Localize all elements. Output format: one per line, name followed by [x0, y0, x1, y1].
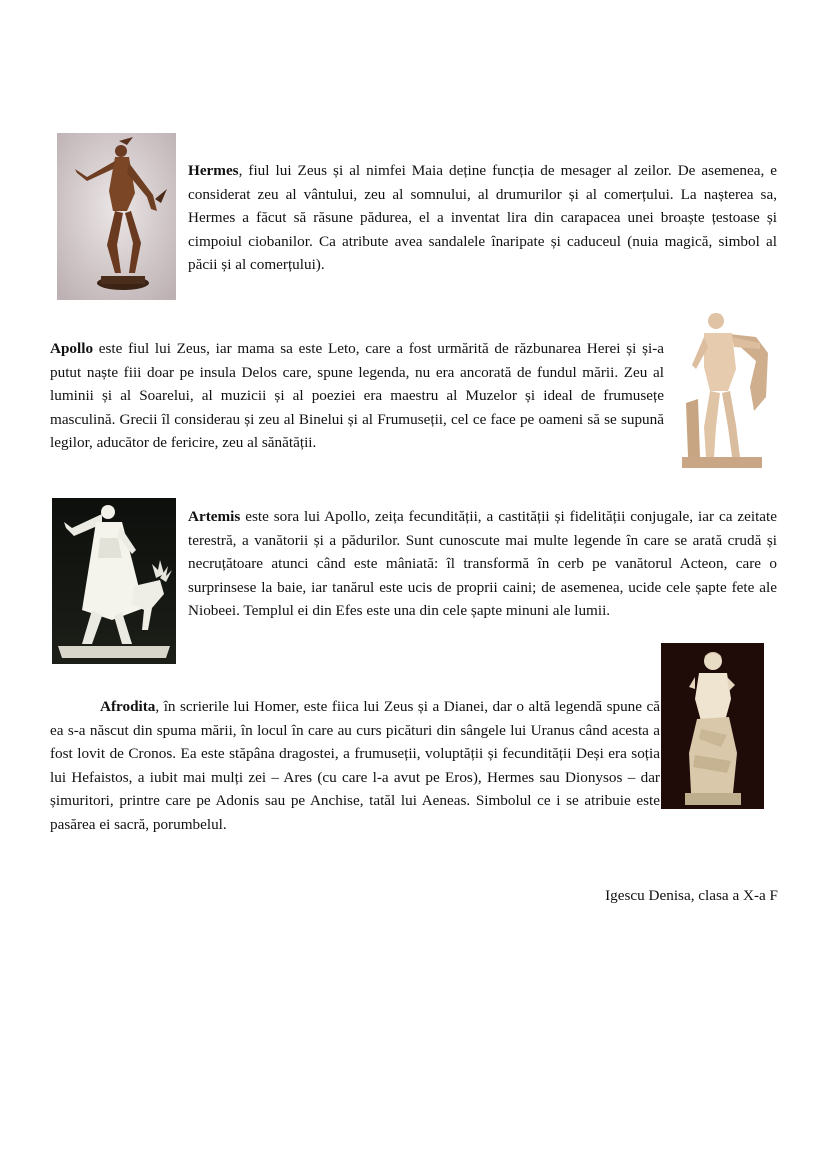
afrodita-text: , în scrierile lui Homer, este fiica lui Zeus și a Dianei, dar o altă legendă spune că ea s-a născut din spuma mării, în locul în care au curs picături din sângele lui Uranus când acesta a fost lovit de Cronos. Ea este stăpâna dragostei, a frumuseții, voluptății și fecundității Deși era soția lui Hefaistos, a iubit mai mulți zei – Ares (cu care l-a avut pe Eros), Hermes sau Dionysos – dar șimuritori, printre care pe Adonis sau pe Anchise, tatăl lui Aeneas. Simbolul ce i se atribuie este pasărea ei sacră, porumbelul.	[50, 698, 660, 833]
hermes-statue-icon	[57, 133, 176, 300]
artemis-name: Artemis	[188, 508, 241, 525]
afrodita-paragraph	[50, 695, 660, 837]
hermes-statue-image	[57, 133, 176, 300]
afrodita-name: Afrodita	[100, 698, 156, 715]
apollo-text: este fiul lui Zeus, iar mama sa este Leto, care a fost urmărită de răzbunarea Herei și și-a putut naște fiii doar pe insula Delos care, spune legenda, nu era ancorată de fundul mării. Zeu al luminii și al Soarelui, al muzicii și al poeziei era maestru al Muzelor și ideal de frumusețe masculină. Grecii îl considerau și zeu al Binelui și al Frumuseții, cel ce face pe oameni să se supună legilor, aducător de fericire, zeu al sănătății.	[50, 340, 664, 452]
artemis-statue-image	[52, 498, 176, 664]
author-signature: Igescu Denisa, clasa a X-a F	[605, 887, 778, 904]
hermes-name: Hermes	[188, 162, 239, 179]
artemis-statue-icon	[52, 498, 176, 664]
hermes-paragraph	[188, 159, 777, 277]
apollo-statue-icon	[676, 307, 771, 470]
artemis-text: este sora lui Apollo, zeița fecundității, a castității și fidelității conjugale, iar ca zeitate terestră, a vanătorii și a pădurilor. Sunt cunoscute mai multe legende în care se arată crudă și necruțătoare atunci când este mâniată: îl transformă în cerb pe vanătorul Acteon, care o surprinsese la baie, iar tanărul este ucis de proprii caini; de asemenea, ucide cele șapte fete ale Niobeei. Templul ei din Efes este una din cele șapte minuni ale lumii.	[188, 508, 777, 620]
hermes-text: , fiul lui Zeus și al nimfei Maia deține funcția de mesager al zeilor. De asemenea, e considerat zeu al vântului, zeu al somnului, al drumurilor și al comerțului. La nașterea sa, Hermes a făcut să răsune pădurea, el a inventat lira din carapacea unei broaște țestoase și cimpoiul ciobanilor. Ca atribute avea sandalele înaripate și caduceul (nuia magică, simbol al păcii și al comerțului).	[188, 162, 777, 274]
apollo-paragraph	[50, 337, 664, 455]
apollo-statue-image	[676, 307, 771, 470]
apollo-name: Apollo	[50, 340, 94, 357]
afrodita-statue-icon	[661, 643, 764, 809]
artemis-paragraph	[188, 505, 777, 623]
afrodita-statue-image	[661, 643, 764, 809]
